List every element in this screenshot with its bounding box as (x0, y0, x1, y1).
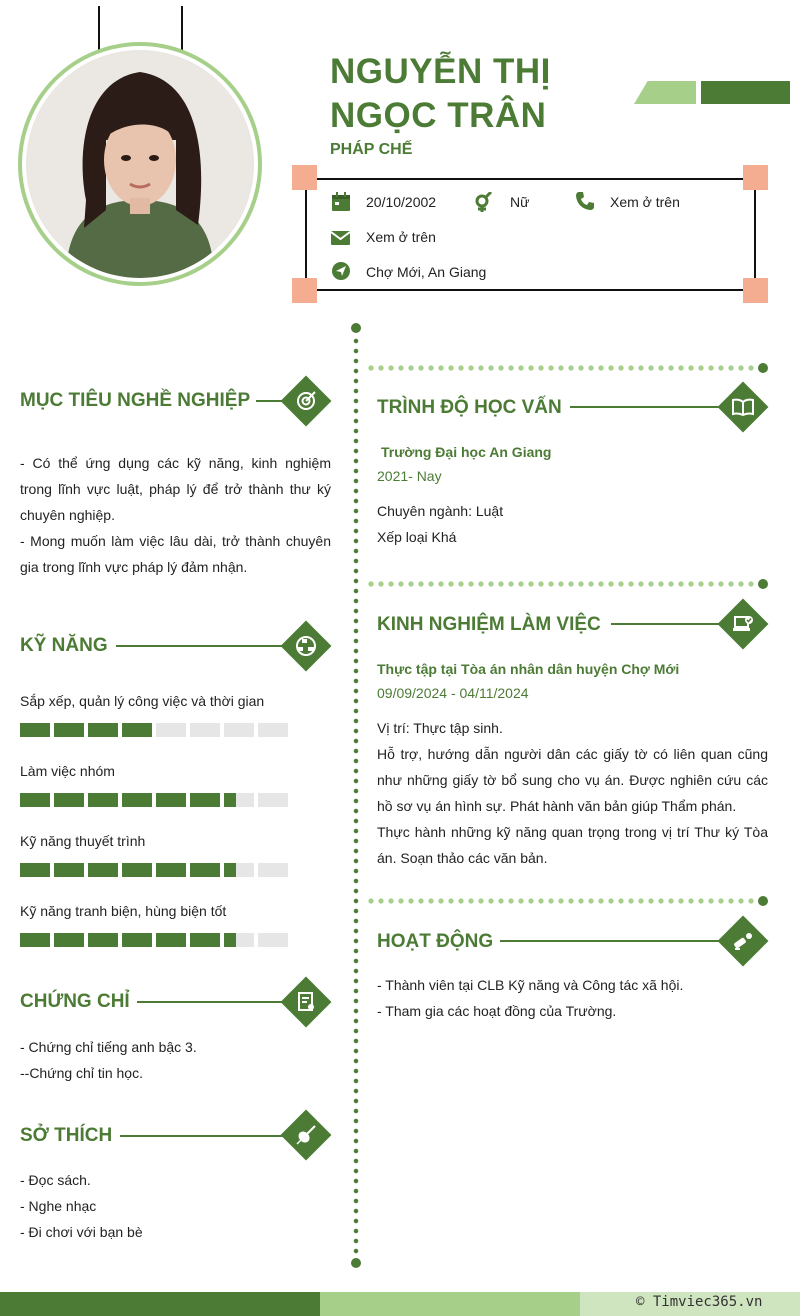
footer-band-light (320, 1292, 580, 1316)
skill-bar-segment (190, 793, 220, 807)
skills-title-line (116, 645, 296, 647)
skill-bar-segment (20, 933, 50, 947)
skills-network-icon (294, 634, 318, 658)
education-divider (366, 365, 758, 371)
skill-bar-fill (88, 723, 118, 737)
experience-title-line (611, 623, 730, 625)
education-school: Trường Đại học An Giang (381, 444, 552, 460)
skill-bar-segment (258, 863, 288, 877)
certificate-item-1: - Chứng chỉ tiếng anh bậc 3. (20, 1039, 197, 1055)
skill-bar-segment (190, 863, 220, 877)
experience-divider-dot (758, 579, 768, 589)
skill-bar-segment (224, 933, 254, 947)
skill-bar-segment (190, 933, 220, 947)
skill-bar-fill (190, 863, 220, 877)
skill-bar-fill (20, 793, 50, 807)
skill-bar-fill (88, 933, 118, 947)
skill-bar-segment (156, 863, 186, 877)
education-title: TRÌNH ĐỘ HỌC VẤN (377, 397, 562, 418)
education-major: Chuyên ngành: Luật (377, 503, 504, 519)
skill-bar-fill (54, 933, 84, 947)
name-line-2: NGỌC TRÂN (330, 96, 547, 135)
skill-bar-segment (88, 863, 118, 877)
header-accent-light (634, 81, 696, 104)
skill-label: Kỹ năng tranh biện, hùng biện tốt (20, 903, 227, 919)
skill-bar-segment (88, 723, 118, 737)
experience-period: 09/09/2024 - 04/11/2024 (377, 685, 529, 701)
experience-divider (366, 581, 758, 587)
skill-bar-fill (156, 793, 186, 807)
certificates-title: CHỨNG CHỈ (20, 991, 130, 1012)
objective-title: MỤC TIÊU NGHỀ NGHIỆP (20, 390, 251, 411)
certificate-icon (294, 990, 318, 1014)
skill-bar-segment (20, 793, 50, 807)
education-title-line (570, 406, 730, 408)
corner-bottom-left (292, 278, 317, 303)
skill-bar-segment (122, 863, 152, 877)
skill-bar-fill (122, 933, 152, 947)
skill-bar-fill (54, 723, 84, 737)
hobby-item-2: - Nghe nhạc (20, 1198, 97, 1214)
skill-bar (20, 723, 288, 737)
skill-bar-segment (224, 723, 254, 737)
activities-divider (366, 898, 758, 904)
phone: Xem ở trên (610, 194, 680, 210)
skill-bar-fill (20, 933, 50, 947)
activity-icon (731, 929, 755, 953)
skill-bar-fill (156, 863, 186, 877)
objective-text-2: - Mong muốn làm việc lâu dài, trở thành chuyên gia trong lĩnh vực pháp lý đảm nhận. (20, 533, 331, 575)
experience-title: KINH NGHIỆM LÀM VIỆC (377, 614, 601, 635)
hobby-item-3: - Đi chơi với bạn bè (20, 1224, 143, 1240)
corner-top-right (743, 165, 768, 190)
skill-bar-fill (54, 863, 84, 877)
profile-photo (26, 50, 254, 278)
skill-bar-segment (54, 863, 84, 877)
education-divider-dot (758, 363, 768, 373)
skill-label: Làm việc nhóm (20, 763, 115, 779)
experience-company: Thực tập tại Tòa án nhân dân huyện Chợ Mới (377, 661, 680, 677)
skill-label: Sắp xếp, quản lý công việc và thời gian (20, 693, 265, 709)
skill-bar-segment (156, 933, 186, 947)
activity-item-1: - Thành viên tại CLB Kỹ năng và Công tác xã hội. (377, 977, 684, 993)
address: Chợ Mới, An Giang (366, 264, 487, 280)
experience-desc-1: Hỗ trợ, hướng dẫn người dân các giấy tờ có liên quan cũng như những giấy tờ bổ sung cho vụ án. Được nghiên cứu các hồ sơ vụ án hình sự. Phát hành văn bản giúp Thẩm phán. (377, 746, 768, 814)
target-icon (294, 389, 318, 413)
skill-bar-fill (224, 933, 236, 947)
education-period: 2021- Nay (377, 468, 442, 484)
certificate-item-2: --Chứng chỉ tin học. (20, 1065, 143, 1081)
experience-position: Vị trí: Thực tập sinh. (377, 720, 503, 736)
book-icon (731, 395, 755, 419)
calendar-icon (331, 192, 351, 212)
skill-bar-segment (54, 933, 84, 947)
email-icon (331, 228, 351, 248)
activities-title: HOẠT ĐỘNG (377, 931, 494, 952)
skill-bar-fill (54, 793, 84, 807)
skill-bar-segment (258, 793, 288, 807)
skill-bar-segment (156, 723, 186, 737)
skill-bar-segment (156, 793, 186, 807)
skill-bar-segment (224, 863, 254, 877)
corner-top-left (292, 165, 317, 190)
header-accent-dark (701, 81, 790, 104)
skill-bar-segment (20, 723, 50, 737)
skill-bar-fill (190, 933, 220, 947)
skill-bar-fill (224, 863, 236, 877)
job-title: PHÁP CHẾ (330, 141, 413, 158)
activities-title-line (500, 940, 730, 942)
skill-bar-segment (54, 723, 84, 737)
hanger-line-left (98, 6, 100, 50)
gender: Nữ (510, 194, 530, 210)
skill-bar-fill (156, 933, 186, 947)
skills-title: KỸ NĂNG (20, 635, 108, 656)
activities-divider-dot (758, 896, 768, 906)
gender-icon (473, 192, 493, 212)
hanger-line-right (181, 6, 183, 50)
skill-bar-fill (88, 863, 118, 877)
hobbies-title: SỞ THÍCH (20, 1125, 113, 1146)
skill-bar-segment (258, 933, 288, 947)
laptop-check-icon (731, 612, 755, 636)
footer-brand: © Timviec365.vn (636, 1294, 763, 1310)
footer-band-dark (0, 1292, 320, 1316)
location-icon (331, 261, 351, 281)
skill-bar-segment (88, 793, 118, 807)
skill-bar-segment (258, 723, 288, 737)
skill-bar-fill (20, 863, 50, 877)
hobby-item-1: - Đọc sách. (20, 1172, 91, 1188)
skill-bar-fill (122, 863, 152, 877)
skill-bar-segment (122, 723, 152, 737)
vertical-divider (353, 336, 359, 1258)
experience-desc-2: Thực hành những kỹ năng quan trọng trong vị trí Thư ký Tòa án. Soạn thảo các văn bản. (377, 824, 768, 866)
corner-bottom-right (743, 278, 768, 303)
objective-text-1: - Có thể ứng dụng các kỹ năng, kinh nghiệm trong lĩnh vực luật, pháp lý để trở thành thư ký chuyên nghiệp. (20, 455, 331, 523)
activity-item-2: - Tham gia các hoạt đồng của Trường. (377, 1003, 617, 1019)
skill-bar (20, 793, 288, 807)
skill-bar-fill (122, 723, 152, 737)
skill-bar (20, 863, 288, 877)
skill-bar-fill (88, 793, 118, 807)
divider-bottom-dot (351, 1258, 361, 1268)
violin-icon (294, 1123, 318, 1147)
divider-top-dot (351, 323, 361, 333)
skill-bar-segment (122, 933, 152, 947)
skill-bar-fill (20, 723, 50, 737)
hobbies-title-line (120, 1135, 296, 1137)
skill-bar (20, 933, 288, 947)
skill-bar-fill (224, 793, 236, 807)
birthday: 20/10/2002 (366, 194, 437, 210)
skill-bar-segment (20, 863, 50, 877)
skill-bar-fill (122, 793, 152, 807)
skill-bar-fill (190, 793, 220, 807)
name-line-1: NGUYỄN THỊ (330, 52, 551, 91)
skill-bar-segment (122, 793, 152, 807)
candidate-name (330, 50, 551, 138)
education-rank: Xếp loại Khá (377, 529, 457, 545)
skill-bar-segment (54, 793, 84, 807)
certificates-title-line (137, 1001, 296, 1003)
skill-bar-segment (88, 933, 118, 947)
skill-label: Kỹ năng thuyết trình (20, 833, 146, 849)
phone-icon (575, 191, 595, 211)
skill-bar-segment (190, 723, 220, 737)
skill-bar-segment (224, 793, 254, 807)
email: Xem ở trên (366, 229, 436, 245)
